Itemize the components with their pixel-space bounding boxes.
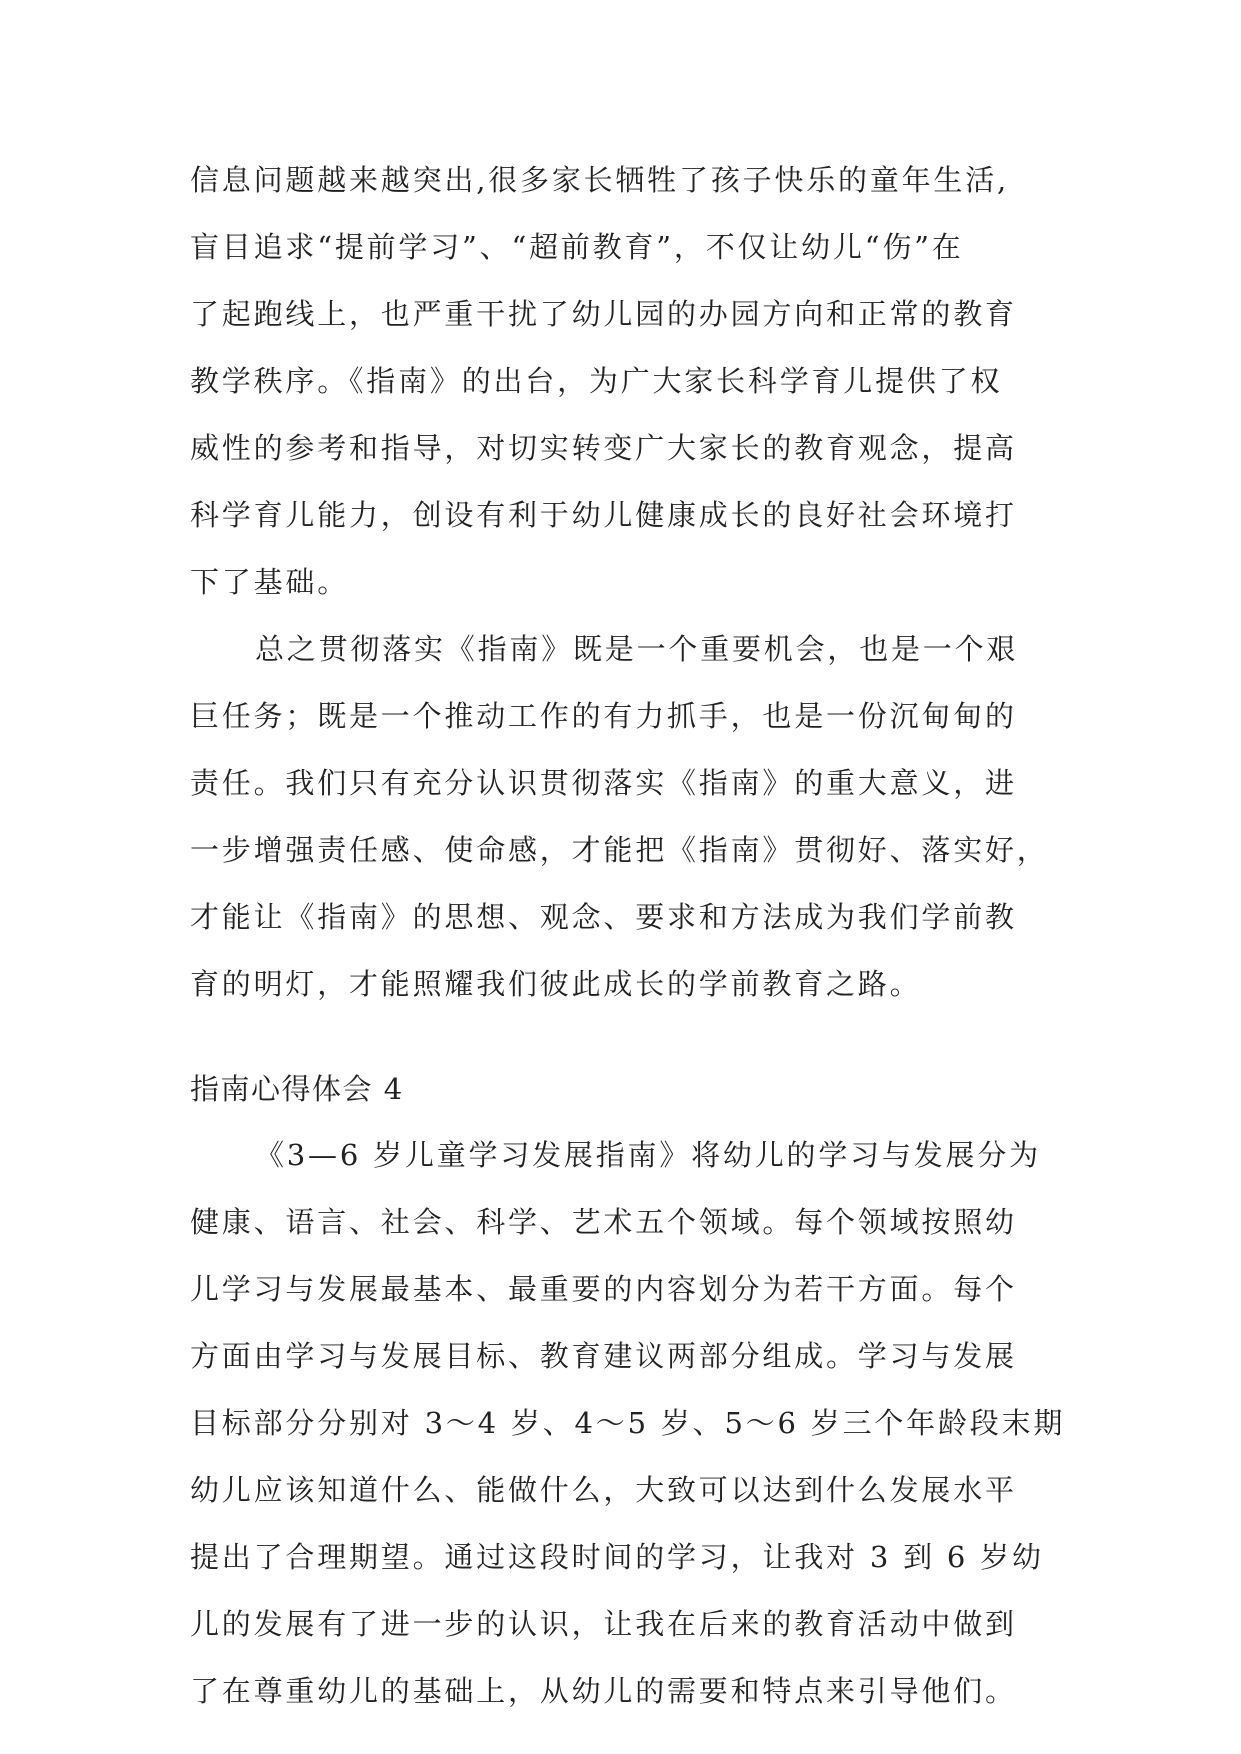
- paragraph-line: 育的明灯，才能照耀我们彼此成长的学前教育之路。: [190, 967, 922, 1001]
- paragraph-line: 科学育儿能力，创设有利于幼儿健康成长的良好社会环境打: [190, 498, 1017, 532]
- paragraph-line: 总之贯彻落实《指南》既是一个重要机会，也是一个艰: [255, 632, 1019, 666]
- paragraph-line: 一步增强责任感、使命感，才能把《指南》贯彻好、落实好，: [190, 833, 1049, 867]
- paragraph-line: 教学秩序。《指南》的出台，为广大家长科学育儿提供了权: [190, 364, 1003, 398]
- paragraph-line: 儿的发展有了进一步的认识，让我在后来的教育活动中做到: [190, 1607, 1017, 1641]
- paragraph-line: 儿学习与发展最基本、最重要的内容划分为若干方面。每个: [190, 1272, 1017, 1306]
- paragraph-line: 健康、语言、社会、科学、艺术五个领域。每个领域按照幼: [190, 1205, 1017, 1239]
- paragraph-line: 方面由学习与发展目标、教育建议两部分组成。学习与发展: [190, 1339, 1017, 1373]
- paragraph-line: 提出了合理期望。通过这段时间的学习，让我对 3 到 6 岁幼: [190, 1540, 1044, 1574]
- paragraph-line: 目标部分分别对 3～4 岁、4～5 岁、5～6 岁三个年龄段末期: [190, 1406, 1066, 1440]
- paragraph-line: 巨任务；既是一个推动工作的有力抓手，也是一份沉甸甸的: [190, 699, 1017, 733]
- paragraph-line: 责任。我们只有充分认识贯彻落实《指南》的重大意义，进: [190, 766, 1017, 800]
- paragraph-line: 下了基础。: [190, 565, 350, 599]
- paragraph-line: 威性的参考和指导，对切实转变广大家长的教育观念，提高: [190, 431, 1017, 465]
- paragraph-line: 了在尊重幼儿的基础上，从幼儿的需要和特点来引导他们。: [190, 1674, 1017, 1708]
- paragraph-line: 盲目追求“提前学习”、“超前教育”，不仅让幼儿“伤”在: [190, 230, 964, 264]
- paragraph-line: 信息问题越来越突出,很多家长牺牲了孩子快乐的童年生活,: [190, 163, 1010, 197]
- paragraph-line: 才能让《指南》的思想、观念、要求和方法成为我们学前教: [190, 900, 1017, 934]
- section-heading: 指南心得体会 4: [190, 1072, 404, 1106]
- paragraph-line: 幼儿应该知道什么、能做什么，大致可以达到什么发展水平: [190, 1473, 1017, 1507]
- paragraph-line: 了起跑线上，也严重干扰了幼儿园的办园方向和正常的教育: [190, 297, 1017, 331]
- paragraph-line: 《3—6 岁儿童学习发展指南》将幼儿的学习与发展分为: [255, 1138, 1041, 1172]
